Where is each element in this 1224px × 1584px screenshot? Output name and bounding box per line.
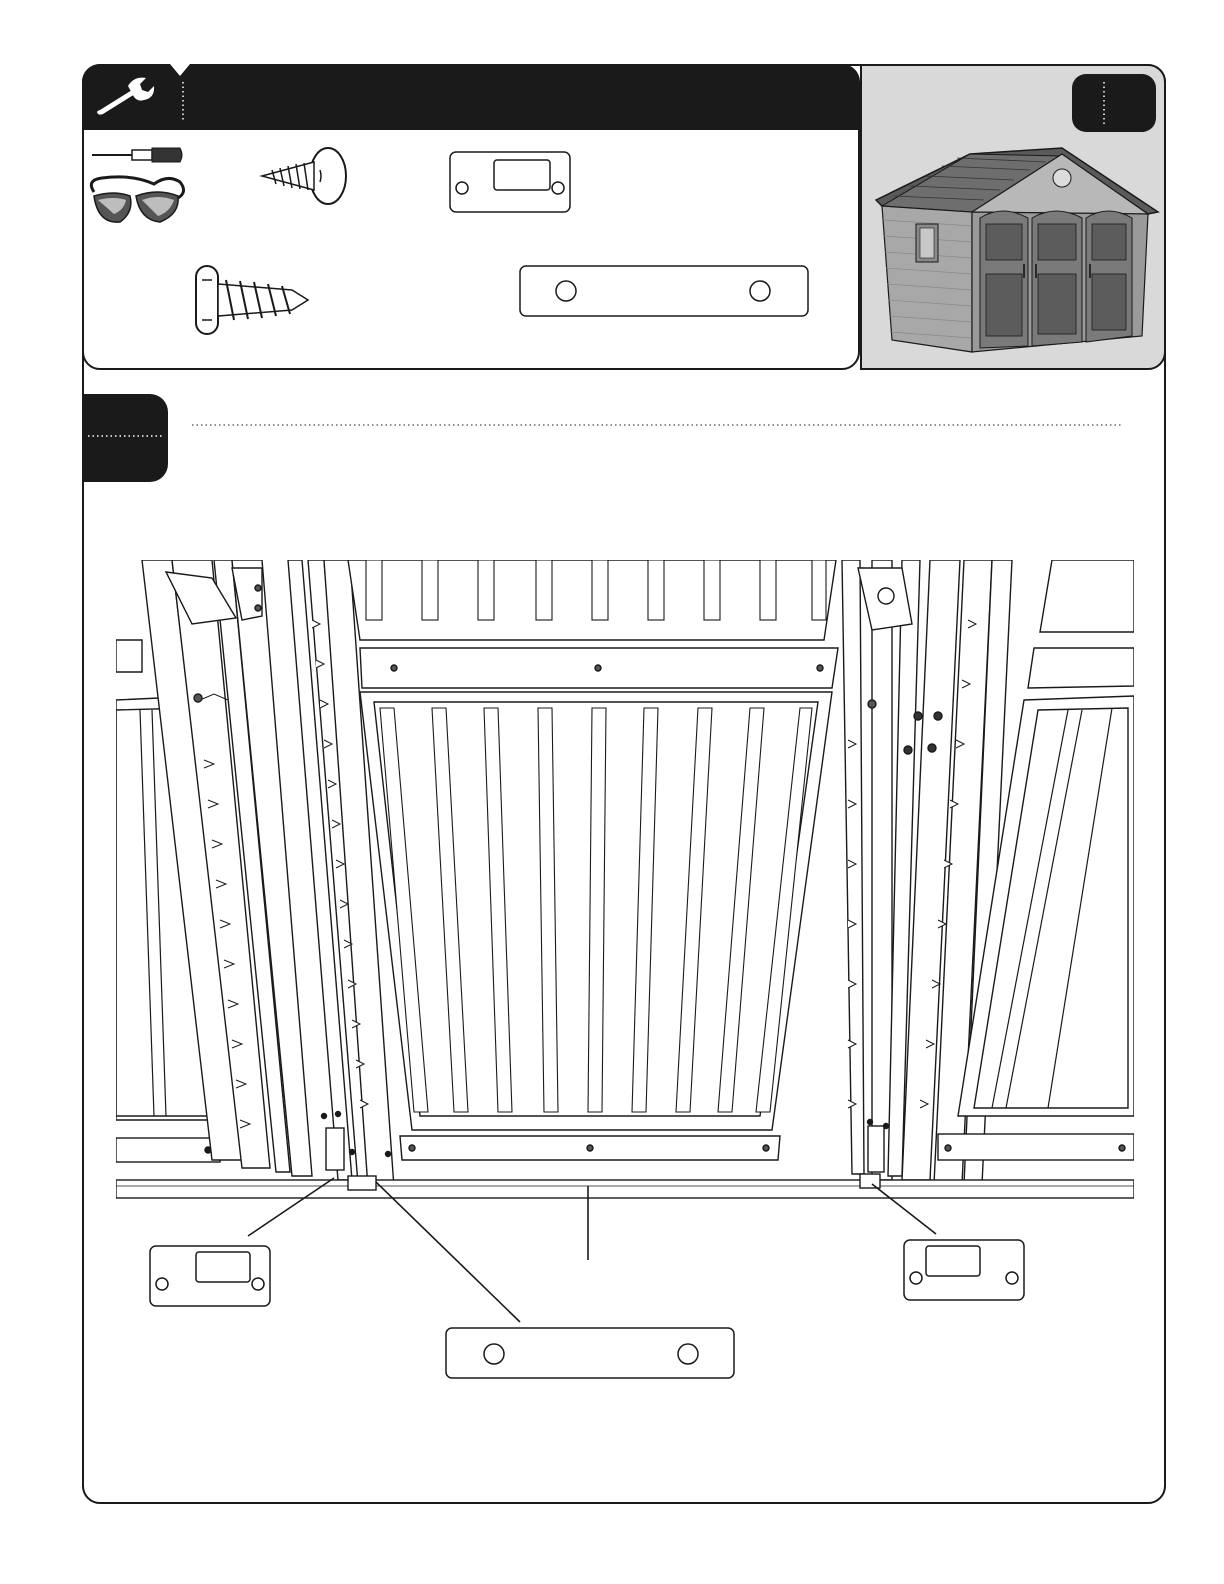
short-screw-icon xyxy=(262,148,346,204)
right-strike-plate-callout xyxy=(904,1240,1024,1300)
left-strike-plate-callout xyxy=(150,1246,270,1306)
door-assembly-illustration xyxy=(112,560,1136,1390)
long-screw-icon xyxy=(196,266,308,334)
step-dividers xyxy=(82,394,1142,484)
door-bar-plate-icon xyxy=(520,266,808,316)
screwdriver-icon xyxy=(92,148,182,162)
header-decoration xyxy=(82,64,222,128)
center-door xyxy=(348,560,838,1160)
hardware-icons xyxy=(84,130,858,368)
wrench-icon xyxy=(97,78,154,115)
shed-illustration xyxy=(862,140,1162,362)
center-bar-plate-callout xyxy=(446,1328,734,1378)
center-plate-leader xyxy=(376,1182,520,1322)
page-tab-divider xyxy=(1072,74,1156,132)
strike-plate-icon xyxy=(450,152,570,212)
safety-glasses-icon xyxy=(91,177,183,222)
